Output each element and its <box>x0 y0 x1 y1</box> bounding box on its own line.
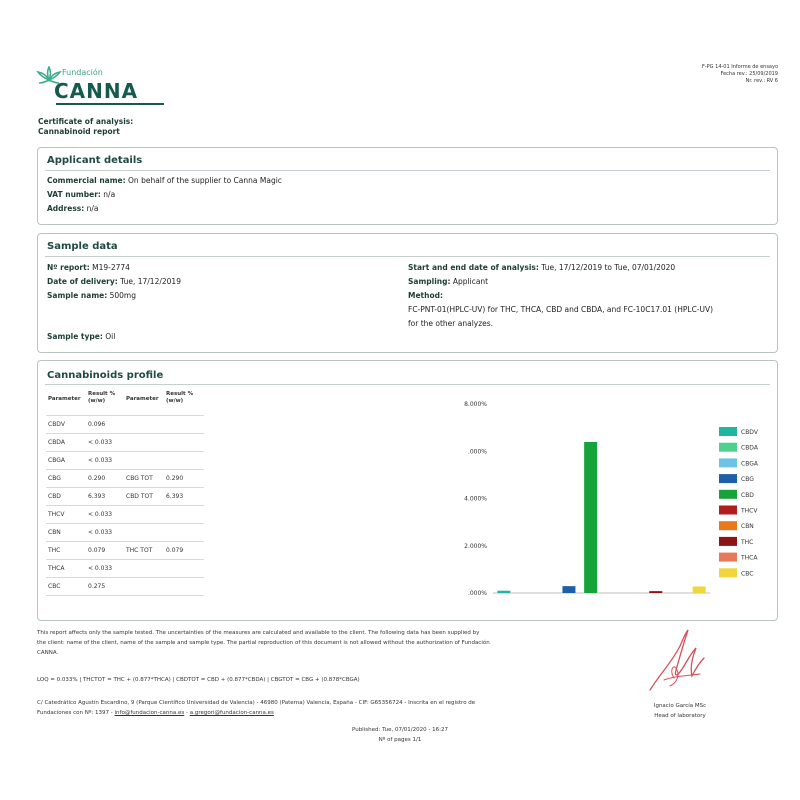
disclaimer-line: the client: name of the client, name of the sample and sample type. The partial reproduction of this document is not allowed without the authorization of Fundación <box>37 640 490 646</box>
sample-name-row <box>47 291 136 300</box>
bar-cbg <box>562 586 575 593</box>
signer-block <box>640 701 720 721</box>
cert-line-1: Certificate of analysis: <box>38 117 134 126</box>
result-cell: 0.096 <box>88 421 106 428</box>
formula-line: LOQ = 0.033% | THCTOT = THC + (0.877*THCA) | CBDTOT = CBD + (0.877*CBDA) | CBGTOT = CBG + (0.878*CBGA) <box>37 677 360 683</box>
sampling-row <box>408 277 488 286</box>
legend-label: CBDV <box>741 429 758 436</box>
commercial-name-label: Commercial name: <box>47 176 126 185</box>
parameter-cell: CBN <box>48 529 61 536</box>
result-cell: < 0.033 <box>88 439 113 446</box>
document-reference <box>702 64 778 85</box>
legend-label: CBG <box>741 476 754 484</box>
legend-swatch <box>719 427 737 436</box>
sample-name-label: Sample name: <box>47 291 108 300</box>
cert-line-2: Cannabinoid report <box>38 127 120 136</box>
delivery-row <box>47 277 181 286</box>
signer-role: Head of laboratory <box>654 713 706 719</box>
divider <box>45 170 770 171</box>
result-cell: < 0.033 <box>88 529 113 536</box>
legend-label: CBC <box>741 570 754 578</box>
bar-thc <box>649 591 662 593</box>
cannabinoids-profile-panel <box>37 360 778 621</box>
result-cell: < 0.033 <box>88 457 113 464</box>
bar-cbd <box>584 442 597 593</box>
result-cell: 0.290 <box>88 475 106 482</box>
result-cell: < 0.033 <box>88 511 113 518</box>
address-prefix: Fundaciones con Nº: 1397 - <box>37 710 113 716</box>
method-line-2: for the other analyzes. <box>408 319 494 328</box>
vat-row <box>47 190 115 199</box>
legend-swatch <box>719 443 737 452</box>
delivery-label: Date of delivery: <box>47 277 118 286</box>
y-tick-label: .000% <box>467 448 487 456</box>
ref-line: Fecha rev.: 25/09/2019 <box>720 71 778 77</box>
analysis-date-value: Tue, 17/12/2019 to Tue, 07/01/2020 <box>541 263 676 272</box>
analysis-date-label: Start and end date of analysis: <box>408 263 539 272</box>
publication-info <box>0 725 800 745</box>
delivery-value: Tue, 17/12/2019 <box>120 277 181 286</box>
cannabinoid-bar-chart <box>38 361 777 620</box>
legend-label: THCA <box>741 554 758 562</box>
profile-title: Cannabinoids profile <box>47 370 164 381</box>
parameter-cell: CBG <box>48 475 61 482</box>
disclaimer <box>37 628 597 658</box>
method-label: Method: <box>408 291 443 300</box>
parameter-cell: THCA <box>48 565 65 572</box>
y-tick-label: 2.000% <box>464 542 487 550</box>
report-row <box>47 263 130 272</box>
address-line: C/ Catedrático Agustín Escardino, 9 (Parque Científico Universidad de Valencia) - 46980 (Paterna) Valencia, España - CIF: G65356724 - Inscrita en el registro de <box>37 700 476 706</box>
table-header: Parameter <box>48 396 81 402</box>
report-value: M19-2774 <box>92 263 130 272</box>
ref-line: Nr. rev.: RV 6 <box>745 78 778 84</box>
result-cell: 0.275 <box>88 583 106 590</box>
applicant-details-panel <box>37 147 778 225</box>
result-cell: < 0.033 <box>88 565 113 572</box>
total-parameter-cell: CBD TOT <box>126 493 153 500</box>
parameter-cell: CBD <box>48 493 61 500</box>
address-label: Address: <box>47 204 85 213</box>
disclaimer-line: This report affects only the sample tested. The uncertainties of the measures are calculated and available to the client. The following data has been supplied by <box>37 630 480 636</box>
certificate-title <box>38 117 133 137</box>
applicant-title: Applicant details <box>47 155 143 166</box>
vat-label: VAT number: <box>47 190 101 199</box>
vat-value: n/a <box>103 190 116 199</box>
table-header: Result % (w/w) <box>88 391 116 404</box>
legend-label: CBGA <box>741 460 758 468</box>
logo-underline <box>56 103 164 105</box>
legend-swatch <box>719 568 737 577</box>
table-header: Parameter <box>126 396 159 402</box>
y-tick-label: 4.000% <box>464 495 487 503</box>
page-count: Nº of pages 1/1 <box>378 737 422 743</box>
total-parameter-cell: THC TOT <box>126 547 153 554</box>
total-result-cell: 6.393 <box>166 493 184 500</box>
legend-label: CBD <box>741 491 754 499</box>
table-header: Result % (w/w) <box>166 391 194 404</box>
address-value: n/a <box>86 204 99 213</box>
sample-name-value: 500mg <box>109 291 136 300</box>
logo-top-text: Fundación <box>62 68 103 77</box>
parameter-cell: CBGA <box>48 457 65 464</box>
result-cell: 0.079 <box>88 547 106 554</box>
legend-swatch <box>719 458 737 467</box>
legend-label: CBDA <box>741 444 758 452</box>
legend-swatch <box>719 490 737 499</box>
address-row <box>47 204 99 213</box>
email-separator: - <box>185 710 188 716</box>
report-label: Nº report: <box>47 263 90 272</box>
sample-type-label: Sample type: <box>47 332 103 341</box>
email-gregori-link[interactable]: a.gregori@fundacion-canna.es <box>189 710 274 716</box>
sampling-label: Sampling: <box>408 277 451 286</box>
signature-image <box>640 624 710 700</box>
total-result-cell: 0.290 <box>166 475 184 482</box>
sample-title: Sample data <box>47 241 118 252</box>
y-tick-label: 8.000% <box>464 401 487 408</box>
legend-label: THCV <box>741 507 758 515</box>
address-block <box>37 698 607 718</box>
sample-type-value: Oil <box>105 332 116 341</box>
sample-data-panel <box>37 233 778 353</box>
commercial-name-value: On behalf of the supplier to Canna Magic <box>128 176 282 185</box>
legend-swatch <box>719 474 737 483</box>
legend-swatch <box>719 506 737 515</box>
published-date: Published: Tue, 07/01/2020 - 16:27 <box>351 727 448 733</box>
analysis-date-row <box>408 263 675 272</box>
legend-swatch <box>719 521 737 530</box>
legend-label: THC <box>741 538 754 546</box>
bar-cbdv <box>497 591 510 593</box>
method-line-1: FC-PNT-01(HPLC-UV) for THC, THCA, CBD and CBDA, and FC-10C17.01 (HPLC-UV) <box>408 305 714 314</box>
legend-swatch <box>719 537 737 546</box>
fundacion-canna-logo <box>36 66 139 112</box>
total-result-cell: 0.079 <box>166 547 184 554</box>
commercial-name-row <box>47 176 282 185</box>
email-info-link[interactable]: info@fundacion-canna.es <box>114 710 185 716</box>
method-label-row <box>408 291 443 300</box>
parameter-cell: THCV <box>48 511 65 518</box>
y-tick-label: .000% <box>467 590 487 597</box>
parameter-cell: CBC <box>48 583 61 590</box>
result-cell: 6.393 <box>88 493 106 500</box>
sample-type-row <box>47 332 115 341</box>
ref-line: F-PG 14-01 Informe de ensayo <box>701 64 778 70</box>
legend-label: CBN <box>741 523 754 531</box>
disclaimer-line: CANNA. <box>37 650 59 656</box>
parameter-cell: THC <box>48 547 61 554</box>
parameter-cell: CBDA <box>48 439 65 446</box>
sampling-value: Applicant <box>452 277 489 286</box>
address-line-2 <box>37 708 607 718</box>
bar-cbc <box>693 587 706 593</box>
total-parameter-cell: CBG TOT <box>126 475 153 482</box>
parameter-cell: CBDV <box>48 421 65 428</box>
divider <box>45 256 770 257</box>
signer-name: Ignacio García MSc <box>653 703 707 709</box>
legend-swatch <box>719 553 737 562</box>
logo-main-text: CANNA <box>54 79 139 103</box>
